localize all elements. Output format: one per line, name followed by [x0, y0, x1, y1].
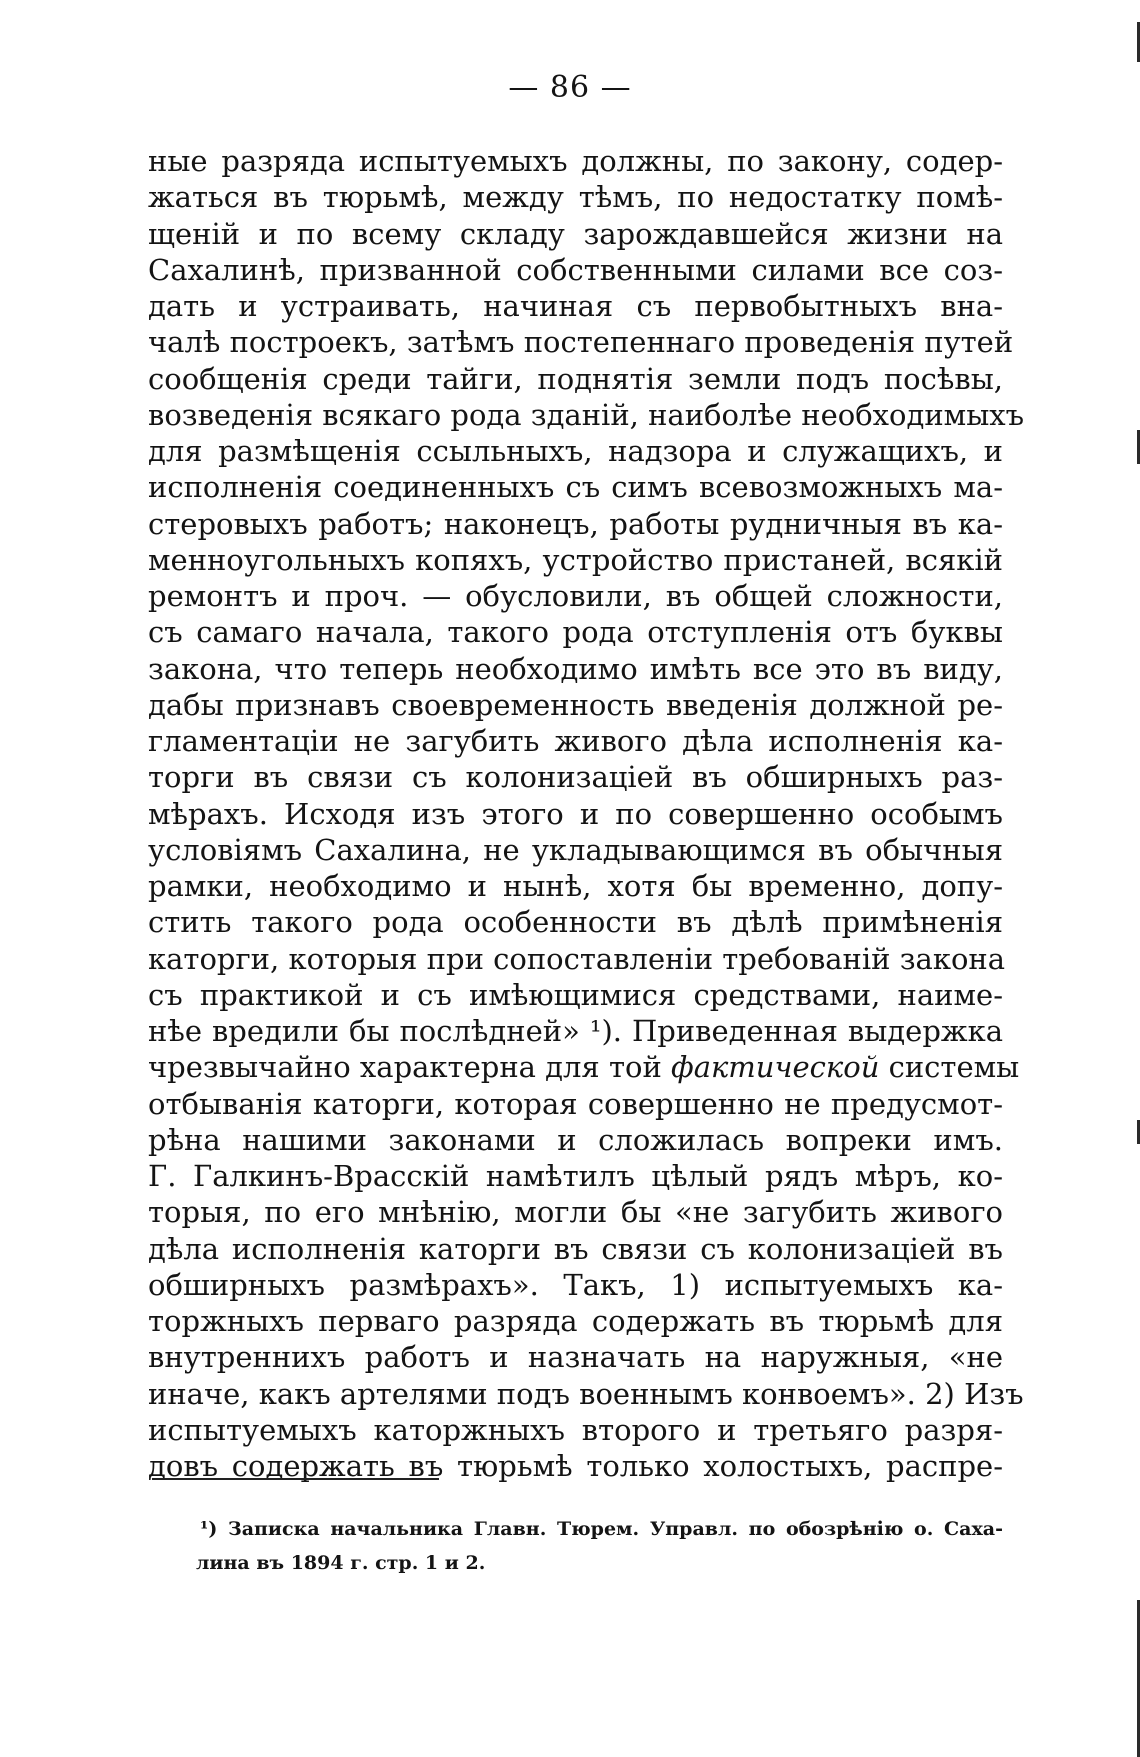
text-line: стить такого рода особенности въ дѣлѣ примѣненія — [148, 905, 1003, 940]
text-line: съ практикой и съ имѣющимися средствами, наиме- — [148, 977, 1003, 1012]
text-line: торги въ связи съ колонизаціей въ обширныхъ раз- — [148, 760, 1003, 795]
text-line: для размѣщенія ссыльныхъ, надзора и служащихъ, и — [148, 434, 1003, 468]
text-line: довъ содержать въ тюрьмѣ только холостыхъ, распре- — [148, 1449, 1003, 1483]
text-line: стеровыхъ работъ; наконецъ, работы рудничныя въ ка- — [148, 506, 1003, 541]
text-line: нѣе вредили бы послѣдней» ¹). Приведенная выдержка — [148, 1014, 1003, 1048]
text-segment: системы — [879, 1050, 1020, 1085]
italic-term: фактической — [671, 1050, 880, 1085]
text-line: щеній и по всему складу зарождавшейся жизни на — [148, 216, 1003, 251]
text-line: съ самаго начала, такого рода отступленія отъ буквы — [148, 615, 1003, 650]
text-line: ремонтъ и проч. — обусловили, въ общей сложности, — [148, 579, 1003, 613]
text-line: рамки, необходимо и нынѣ, хотя бы временно, допу- — [148, 869, 1003, 903]
footnote-divider — [152, 1478, 439, 1480]
main-text-block — [148, 143, 1025, 1484]
text-line: сообщенія среди тайги, поднятія земли подъ посѣвы, — [148, 361, 1003, 396]
text-line: исполненія соединенныхъ съ симъ всевозможныхъ ма- — [148, 470, 1003, 505]
text-line: жаться въ тюрьмѣ, между тѣмъ, по недостатку помѣ- — [148, 180, 1003, 215]
text-line: иначе, какъ артелями подъ военнымъ конвоемъ». 2) Изъ — [148, 1376, 1024, 1411]
text-segment: чрезвычайно характерна для той — [148, 1050, 671, 1085]
footnote-line: ¹) Записка начальника Главн. Тюрем. Управл. по обозрѣнію о. Саха- — [200, 1518, 1003, 1540]
text-line: Г. Галкинъ-Врасскій намѣтилъ цѣлый рядъ мѣръ, ко- — [148, 1159, 1003, 1193]
text-line: отбыванія каторги, которая совершенно не предусмот- — [148, 1086, 1003, 1121]
footnote-line: лина въ 1894 г. стр. 1 и 2. — [196, 1552, 486, 1574]
text-line: дать и устраивать, начиная съ первобытныхъ вна- — [148, 289, 1003, 323]
text-line: торжныхъ перваго разряда содержать въ тюрьмѣ для — [148, 1304, 1003, 1338]
footnote-block — [196, 1512, 1003, 1580]
text-line: торыя, по его мнѣнію, могли бы «не загубить живого — [148, 1195, 1003, 1230]
text-line: мѣрахъ. Исходя изъ этого и по совершенно особымъ — [148, 796, 1003, 831]
text-line: дѣла исполненія каторги въ связи съ колонизаціей въ — [148, 1231, 1003, 1266]
page-number: — 86 — — [508, 70, 632, 105]
text-line: каторги, которыя при сопоставленіи требованій закона — [148, 941, 1006, 976]
text-line: условіямъ Сахалина, не укладывающимся въ обычныя — [148, 832, 1003, 867]
text-line: внутреннихъ работъ и назначать на наружныя, «не — [148, 1340, 1003, 1375]
text-line: менноугольныхъ копяхъ, устройство пристаней, всякій — [148, 542, 1003, 577]
text-line-with-italic — [148, 1049, 1020, 1085]
text-line: гламентаціи не загубить живого дѣла исполненія ка- — [148, 724, 1003, 758]
text-line: Сахалинѣ, призванной собственными силами все соз- — [148, 252, 1003, 287]
text-line: рѣна нашими законами и сложилась вопреки имъ. — [148, 1122, 1003, 1157]
text-line: дабы признавъ своевременность введенія должной ре- — [148, 687, 1003, 722]
text-line: ные разряда испытуемыхъ должны, по закону, содер- — [148, 144, 1003, 178]
text-line: обширныхъ размѣрахъ». Такъ, 1) испытуемыхъ ка- — [148, 1267, 1003, 1302]
text-line: чалѣ построекъ, затѣмъ постепеннаго проведенія путей — [148, 325, 1014, 360]
text-line: испытуемыхъ каторжныхъ второго и третьяго разря- — [148, 1412, 1003, 1447]
text-line: закона, что теперь необходимо имѣть все это въ виду, — [148, 651, 1003, 686]
text-line: возведенія всякаго рода зданій, наиболѣе необходимыхъ — [148, 397, 1025, 432]
